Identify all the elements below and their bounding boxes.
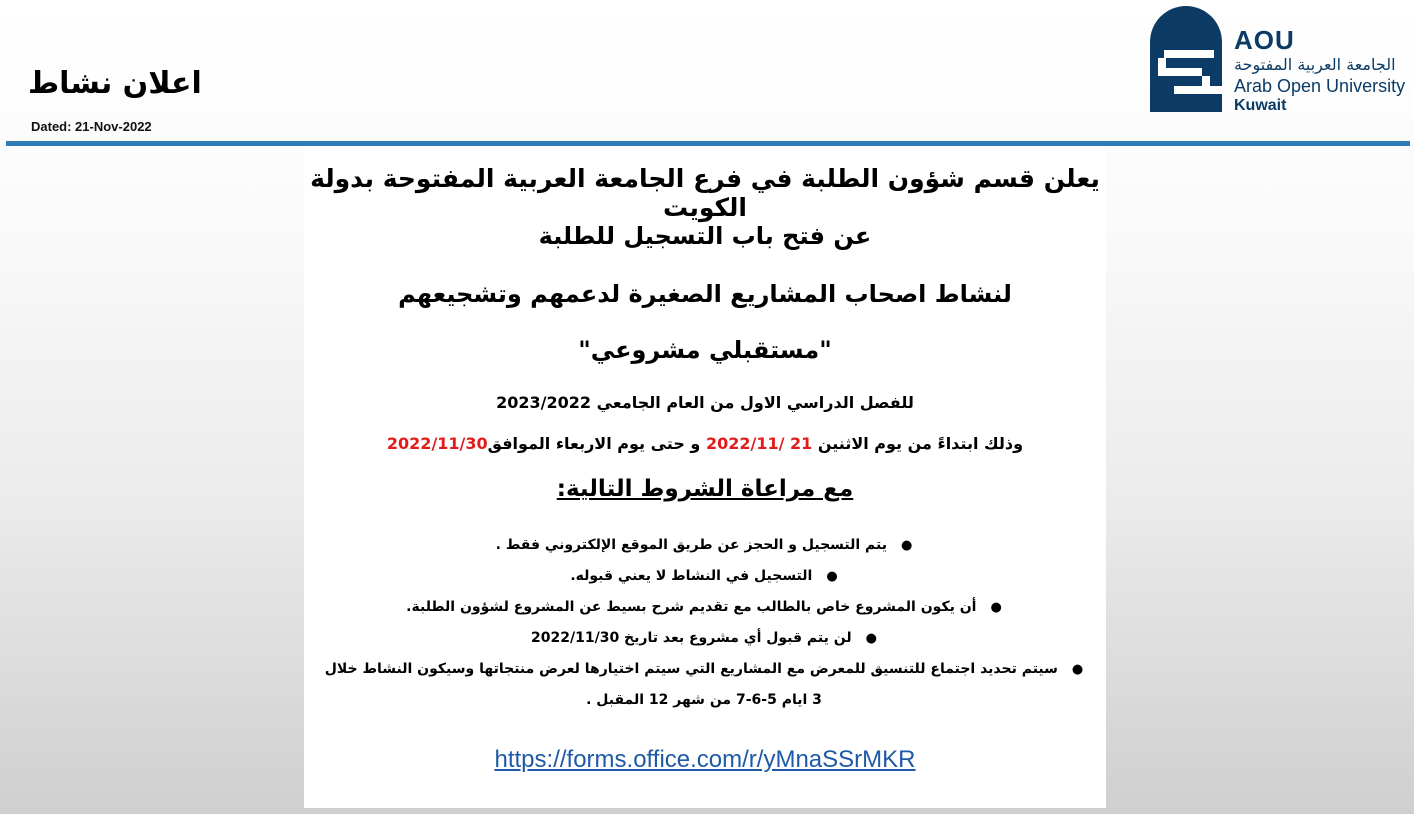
semester-line: للفصل الدراسي الاول من العام الجامعي 2023/2022 (496, 393, 914, 412)
page-title: اعلان نشاط (28, 66, 202, 101)
header-divider (6, 141, 1410, 146)
logo-arabic-name: الجامعة العربية المفتوحة (1234, 55, 1396, 74)
list-item: ●أن يكون المشروع خاص بالطالب مع تقديم شرح بسيط عن المشروع لشؤون الطلبة. (406, 599, 1002, 615)
logo-english-name: Arab Open University (1234, 76, 1406, 96)
registration-link[interactable]: https://forms.office.com/r/yMnaSSrMKR (494, 746, 916, 773)
announcement-card (304, 150, 1106, 808)
list-item: ●لن يتم قبول أي مشروع بعد تاريخ 2022/11/30 (531, 630, 877, 646)
dates-middle: و حتى يوم الاربعاء الموافق (487, 434, 701, 453)
list-item: ●التسجيل في النشاط لا يعني قبوله. (570, 568, 838, 584)
bullet-icon: ● (865, 631, 877, 646)
announcement-line-3: لنشاط اصحاب المشاريع الصغيرة لدعمهم وتشجيعهم (398, 280, 1012, 308)
activity-name: "مستقبلي مشروعي" (578, 336, 832, 364)
list-item: ●يتم التسجيل و الحجز عن طريق الموقع الإلكتروني فقط . (495, 537, 913, 553)
list-item: ●سيتم تحديد اجتماع للتنسيق للمعرض مع المشاريع التي سيتم اختيارها لعرض منتجاتها وسيكون النشاط خلال 3 ايام 5-6-7 من شهر 12 المقبل . (324, 661, 1084, 708)
logo-branch: Kuwait (1234, 97, 1287, 114)
bullet-icon: ● (826, 569, 838, 584)
aou-logo (1150, 6, 1410, 116)
announcement-line-1: يعلن قسم شؤون الطلبة في فرع الجامعة العربية المفتوحة بدولة الكويت (310, 164, 1100, 222)
announcement-line-2: عن فتح باب التسجيل للطلبة (538, 222, 872, 250)
bullet-icon: ● (901, 538, 913, 553)
dated-label: Dated: 21-Nov-2022 (31, 119, 152, 134)
dates-line (304, 434, 1106, 453)
bullet-icon: ● (1071, 662, 1084, 677)
conditions-list (324, 530, 1084, 715)
bullet-icon: ● (990, 600, 1002, 615)
end-date: 2022/11/30 (386, 434, 488, 453)
conditions-heading: مع مراعاة الشروط التالية: (556, 476, 854, 502)
logo-abbr: AOU (1234, 25, 1295, 55)
dates-prefix: وذلك ابتداءً من يوم الاثنين (817, 434, 1024, 453)
start-date: 21 /2022/11 (705, 434, 813, 453)
aou-logo-mark-icon (1150, 6, 1222, 112)
